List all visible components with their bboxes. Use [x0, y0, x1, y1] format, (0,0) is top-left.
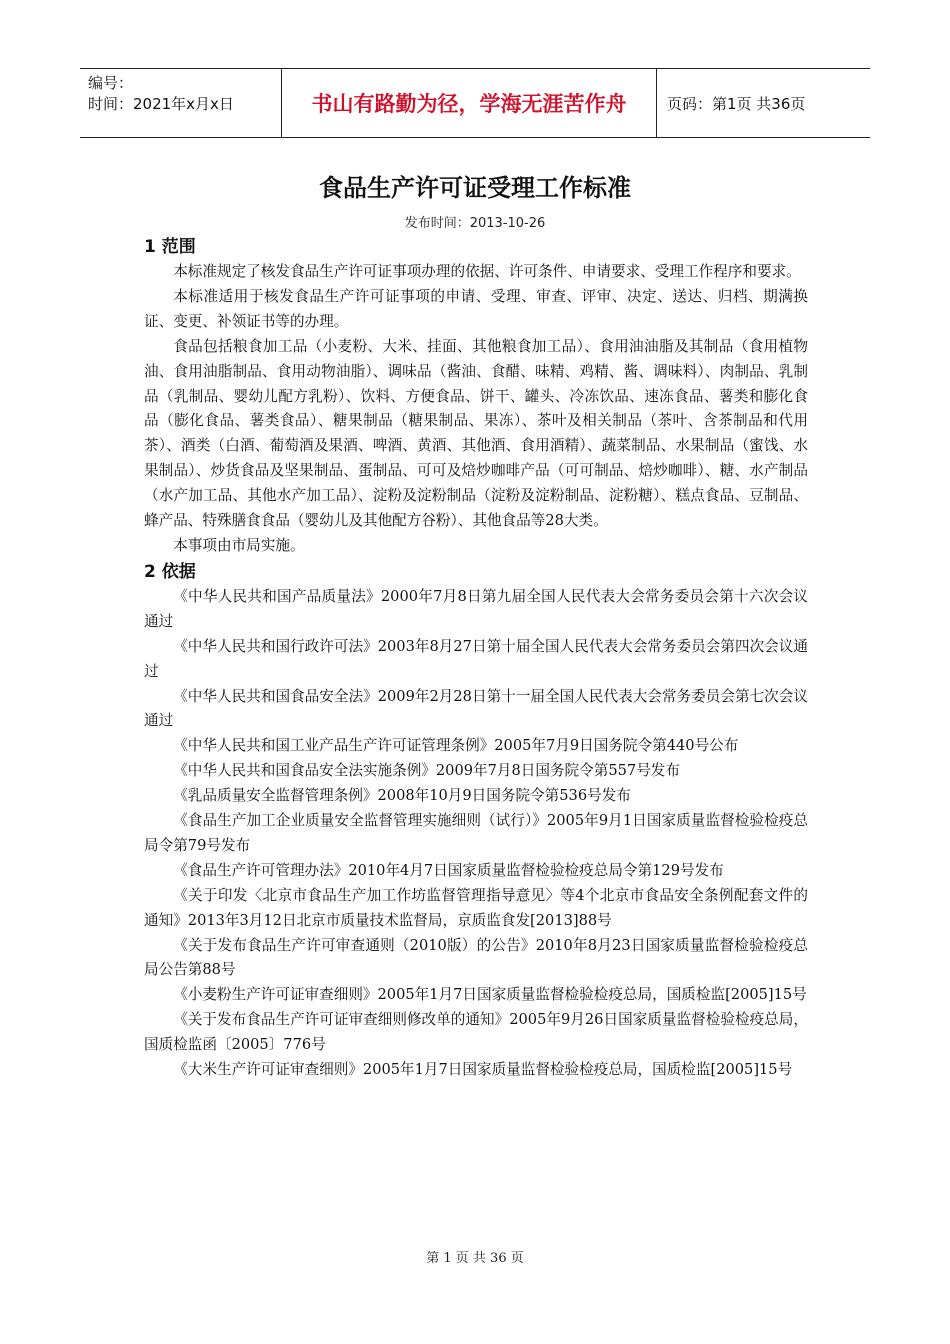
paragraph: 《中华人民共和国产品质量法》2000年7月8日第九届全国人民代表大会常务委员会第十六次会议通过: [144, 587, 808, 630]
header-meta: [80, 69, 281, 137]
document-title: 食品生产许可证受理工作标准: [319, 174, 631, 202]
section-heading-basis: 2 依据: [144, 561, 196, 582]
page-footer: 第 1 页 共 36 页: [426, 1251, 524, 1266]
header-motto: 书山有路勤为径，学海无涯苦作舟: [311, 92, 627, 116]
paragraph: 《大米生产许可证审查细则》2005年1月7日国家质量监督检验检疫总局，国质检监[2005]15号: [173, 1061, 793, 1079]
page-header: [80, 68, 870, 138]
paragraph: 《关于印发〈北京市食品生产加工作坊监督管理指导意见〉等4个北京市食品安全条例配套文件的通知》2013年3月12日北京市质量技术监督局，京质监食发[2013]88号: [144, 886, 808, 929]
paragraph: 《乳品质量安全监督管理条例》2008年10月9日国务院令第536号发布: [173, 787, 631, 805]
document-number-label: 编号：: [88, 74, 134, 92]
document-body: [144, 234, 808, 1083]
paragraph: 《关于发布食品生产许可审查通则（2010版）的公告》2010年8月23日国家质量监督检验检疫总局公告第88号: [144, 936, 808, 979]
document-time-label: 时间：2021年x月x日: [88, 95, 234, 113]
paragraph: 《小麦粉生产许可证审查细则》2005年1月7日国家质量监督检验检疫总局，国质检监[2005]15号: [173, 986, 807, 1004]
paragraph: 《中华人民共和国工业产品生产许可证管理条例》2005年7月9日国务院令第440号公布: [173, 737, 739, 755]
paragraph: 《中华人民共和国行政许可法》2003年8月27日第十届全国人民代表大会常务委员会第四次会议通过: [144, 637, 808, 680]
paragraph: 《食品生产加工企业质量安全监督管理实施细则（试行）》2005年9月1日国家质量监督检验检疫总局令第79号发布: [144, 812, 808, 854]
paragraph: 《食品生产许可管理办法》2010年4月7日国家质量监督检验检疫总局令第129号发布: [173, 861, 724, 879]
paragraph: 《关于发布食品生产许可证审查细则修改单的通知》2005年9月26日国家质量监督检验检疫总局，国质检监函〔2005〕776号: [144, 1011, 808, 1054]
paragraph: 本标准适用于核发食品生产许可证事项的申请、受理、审查、评审、决定、送达、归档、期满换证、变更、补领证书等的办理。: [144, 287, 808, 330]
header-page-info: 页码：第1页 共36页: [667, 94, 806, 113]
paragraph: 《中华人民共和国食品安全法》2009年2月28日第十一届全国人民代表大会常务委员会第七次会议通过: [144, 687, 808, 730]
paragraph: 食品包括粮食加工品（小麦粉、大米、挂面、其他粮食加工品）、食用油油脂及其制品（食用植物油、食用油脂制品、食用动物油脂）、调味品（酱油、食醋、味精、鸡精、酱、调味料）、肉制品、乳制品（乳制品、婴幼儿配方乳粉）、饮料、方便食品、饼干、罐头、冷冻饮品、速冻食品、薯类和膨化食品（膨化食品、薯类食品）、糖果制品（糖果制品、果冻）、茶叶及相关制品（茶叶、含茶制品和代用茶）、酒类（白酒、葡萄酒及果酒、啤酒、黄酒、其他酒、食用酒精）、蔬菜制品、水果制品（蜜饯、水果制品）、炒货食品及坚果制品、蛋制品、可可及焙炒咖啡产品（可可制品、焙炒咖啡）、糖、水产制品（水产加工品、其他水产加工品）、淀粉及淀粉制品（淀粉及淀粉制品、淀粉糖）、糕点食品、豆制品、蜂产品、特殊膳食食品（婴幼儿及其他配方谷粉）、其他食品等28大类。: [144, 337, 808, 530]
header-motto-cell: [281, 69, 657, 137]
paragraph: 本标准规定了核发食品生产许可证事项办理的依据、许可条件、申请要求、受理工作程序和要求。: [173, 263, 801, 280]
paragraph: 本事项由市局实施。: [173, 536, 305, 554]
paragraph: 《中华人民共和国食品安全法实施条例》2009年7月8日国务院令第557号发布: [173, 762, 680, 780]
section-heading-scope: 1 范围: [144, 237, 196, 257]
publish-date: 发布时间：2013-10-26: [404, 216, 546, 231]
